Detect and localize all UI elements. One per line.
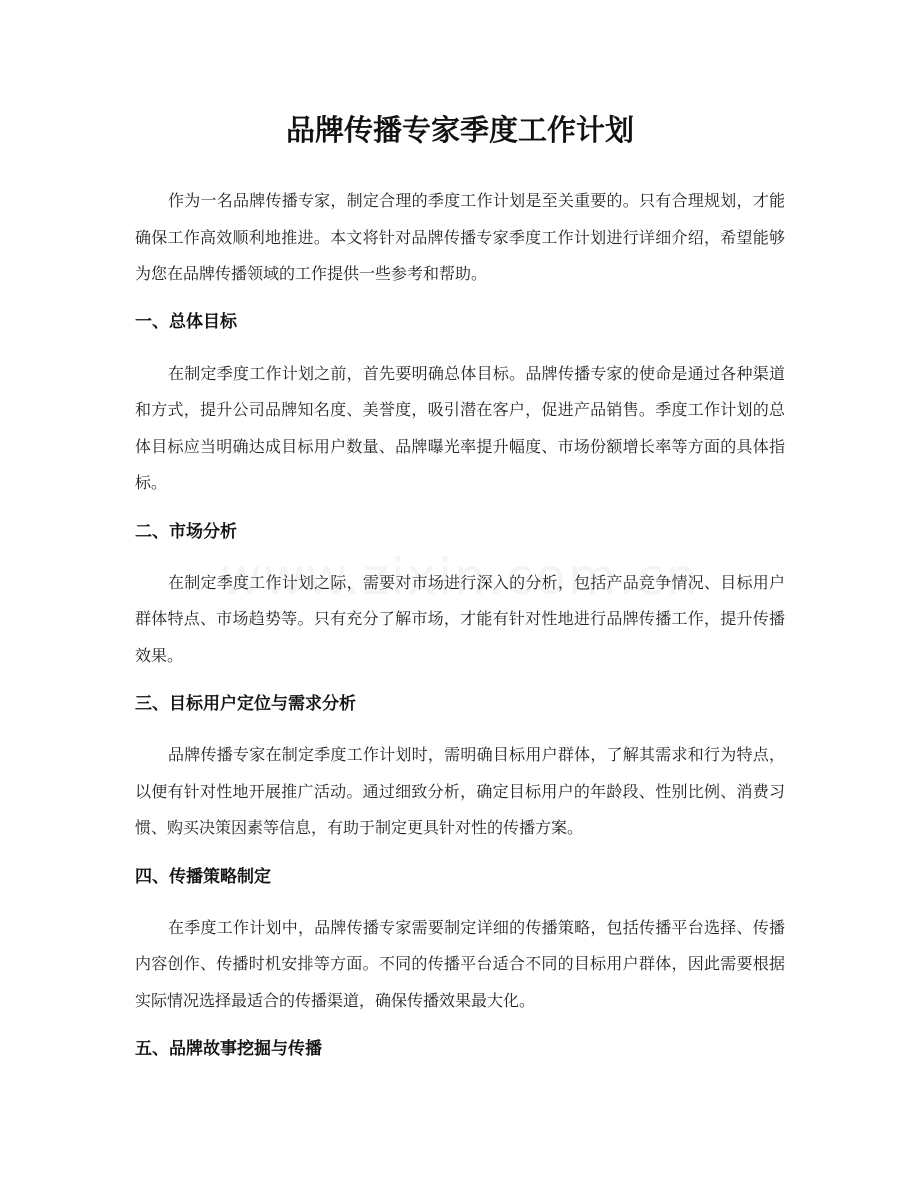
intro-paragraph: 作为一名品牌传播专家，制定合理的季度工作计划是至关重要的。只有合理规划，才能确保工作高效顺利地推进。本文将针对品牌传播专家季度工作计划进行详细介绍，希望能够为您在品牌传播领域的工作提供一些参考和帮助。 bbox=[135, 191, 785, 283]
section-body-users: 品牌传播专家在制定季度工作计划时，需明确目标用户群体，了解其需求和行为特点，以便有针对性地开展推广活动。通过细致分析，确定目标用户的年龄段、性别比例、消费习惯、购买决策因素等信息，有助于制定更具针对性的传播方案。 bbox=[135, 745, 785, 837]
section-body-strategy: 在季度工作计划中，品牌传播专家需要制定详细的传播策略，包括传播平台选择、传播内容创作、传播时机安排等方面。不同的传播平台适合不同的目标用户群体，因此需要根据实际情况选择最适合的传播渠道，确保传播效果最大化。 bbox=[135, 917, 785, 1010]
page-title: 品牌传播专家季度工作计划 bbox=[285, 113, 634, 147]
section-heading-goals: 一、总体目标 bbox=[135, 311, 237, 332]
section-body-market: 在制定季度工作计划之际，需要对市场进行深入的分析，包括产品竞争情况、目标用户群体特点、市场趋势等。只有充分了解市场，才能有针对性地进行品牌传播工作，提升传播效果。 bbox=[135, 572, 785, 665]
section-heading-users: 三、目标用户定位与需求分析 bbox=[135, 694, 356, 714]
section-heading-market: 二、市场分析 bbox=[135, 521, 237, 542]
section-body-goals: 在制定季度工作计划之前，首先要明确总体目标。品牌传播专家的使命是通过各种渠道和方式，提升公司品牌知名度、美誉度，吸引潜在客户，促进产品销售。季度工作计划的总体目标应当明确达成目标用户数量、品牌曝光率提升幅度、市场份额增长率等方面的具体指标。 bbox=[135, 363, 785, 492]
document-body bbox=[135, 183, 785, 1064]
section-heading-strategy: 四、传播策略制定 bbox=[135, 866, 271, 887]
section-heading-story: 五、品牌故事挖掘与传播 bbox=[135, 1039, 322, 1059]
